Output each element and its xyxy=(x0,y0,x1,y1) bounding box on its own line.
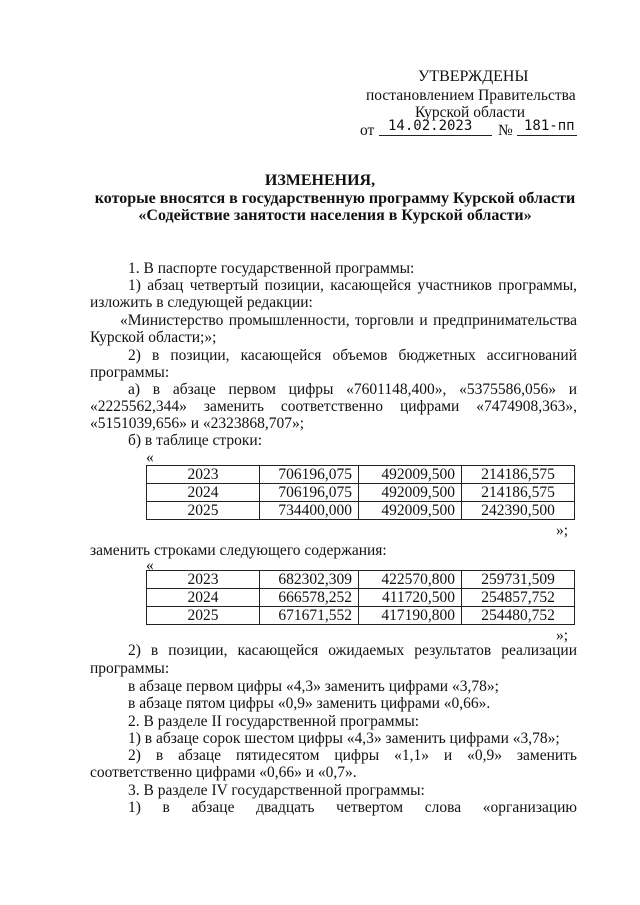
document-subtitle-1: которые вносятся в государственную программу Курской области xyxy=(94,190,576,207)
table-cell: 492009,500 xyxy=(359,466,462,484)
document-title: ИЗМЕНЕНИЯ, xyxy=(264,172,376,189)
paragraph-14: 3. В разделе IV государственной программы: xyxy=(128,782,425,799)
paragraph-10: в абзаце пятом цифры «0,9» заменить цифрами «0,66». xyxy=(128,695,491,712)
table-cell: 417190,800 xyxy=(359,607,462,625)
table-cell: 492009,500 xyxy=(359,502,462,520)
table-cell: 706196,075 xyxy=(260,466,359,484)
date-underline xyxy=(379,135,492,136)
approval-date: 14.02.2023 xyxy=(388,118,473,134)
table-row xyxy=(147,484,575,502)
table-row xyxy=(147,607,575,625)
budget-table-new xyxy=(146,570,575,625)
table-row xyxy=(147,589,575,607)
table-cell: 492009,500 xyxy=(359,484,462,502)
table-cell: 259731,509 xyxy=(462,571,575,589)
paragraph-8b: программы: xyxy=(90,660,170,677)
paragraph-3b: Курской области;»; xyxy=(90,329,217,346)
paragraph-5b: «2225562,344» заменить соответственно цифрами «7474908,363», xyxy=(90,398,577,415)
table-cell: 2024 xyxy=(147,484,260,502)
table-cell: 706196,075 xyxy=(260,484,359,502)
paragraph-12: 1) в абзаце сорок шестом цифры «4,3» заменить цифрами «3,78»; xyxy=(128,730,560,747)
table-row xyxy=(147,571,575,589)
paragraph-8a: 2) в позиции, касающейся ожидаемых результатов реализации xyxy=(128,642,577,659)
table-cell: 2024 xyxy=(147,589,260,607)
quote-close-1: »; xyxy=(556,522,569,539)
table-cell: 411720,500 xyxy=(359,589,462,607)
table-cell: 214186,575 xyxy=(462,484,575,502)
table-cell: 2025 xyxy=(147,607,260,625)
paragraph-15: 1) в абзаце двадцать четвертом слова «организацию xyxy=(128,799,577,816)
paragraph-6: б) в таблице строки: xyxy=(128,432,263,449)
document-subtitle-2: «Содействие занятости населения в Курской области» xyxy=(138,207,532,224)
paragraph-11: 2. В разделе II государственной программы: xyxy=(128,713,420,730)
table-cell: 422570,800 xyxy=(359,571,462,589)
paragraph-9: в абзаце первом цифры «4,3» заменить цифрами «3,78»; xyxy=(128,678,499,695)
paragraph-13b: соответственно цифрами «0,66» и «0,7». xyxy=(90,764,357,781)
approval-number: 181-пп xyxy=(524,118,575,134)
quote-open-1: « xyxy=(146,449,154,466)
table-cell: 214186,575 xyxy=(462,466,575,484)
approval-line-2: Курской области xyxy=(415,104,526,121)
paragraph-1: 1. В паспорте государственной программы: xyxy=(128,260,415,277)
table-cell: 2023 xyxy=(147,571,260,589)
paragraph-5c: «5151039,656» и «2323868,707»; xyxy=(90,415,305,432)
approval-line-1: постановлением Правительства xyxy=(366,87,576,104)
paragraph-2a: 1) абзац четвертый позиции, касающейся участников программы, xyxy=(128,277,577,294)
table-cell: 242390,500 xyxy=(462,502,575,520)
paragraph-4a: 2) в позиции, касающейся объемов бюджетных ассигнований xyxy=(128,347,577,364)
table-cell: 254480,752 xyxy=(462,607,575,625)
table-cell: 671671,552 xyxy=(260,607,359,625)
paragraph-7: заменить строками следующего содержания: xyxy=(90,542,387,559)
approval-title: УТВЕРЖДЕНЫ xyxy=(418,68,529,85)
date-label: от xyxy=(360,122,375,139)
paragraph-2b: изложить в следующей редакции: xyxy=(90,294,313,311)
table-row xyxy=(147,466,575,484)
table-cell: 2025 xyxy=(147,502,260,520)
table-cell: 734400,000 xyxy=(260,502,359,520)
paragraph-13a: 2) в абзаце пятидесятом цифры «1,1» и «0,9» заменить xyxy=(128,747,577,764)
table-cell: 682302,309 xyxy=(260,571,359,589)
table-row xyxy=(147,502,575,520)
paragraph-3a: «Министерство промышленности, торговли и предпринимательства xyxy=(120,312,577,329)
table-cell: 666578,252 xyxy=(260,589,359,607)
number-underline xyxy=(517,135,577,136)
paragraph-4b: программы: xyxy=(90,364,170,381)
table-cell: 2023 xyxy=(147,466,260,484)
paragraph-5a: а) в абзаце первом цифры «7601148,400», «5375586,056» и xyxy=(128,381,577,398)
budget-table-old xyxy=(146,465,575,520)
quote-close-2: »; xyxy=(556,627,569,644)
quote-open-2: « xyxy=(146,557,154,574)
number-label: № xyxy=(498,122,513,139)
table-cell: 254857,752 xyxy=(462,589,575,607)
